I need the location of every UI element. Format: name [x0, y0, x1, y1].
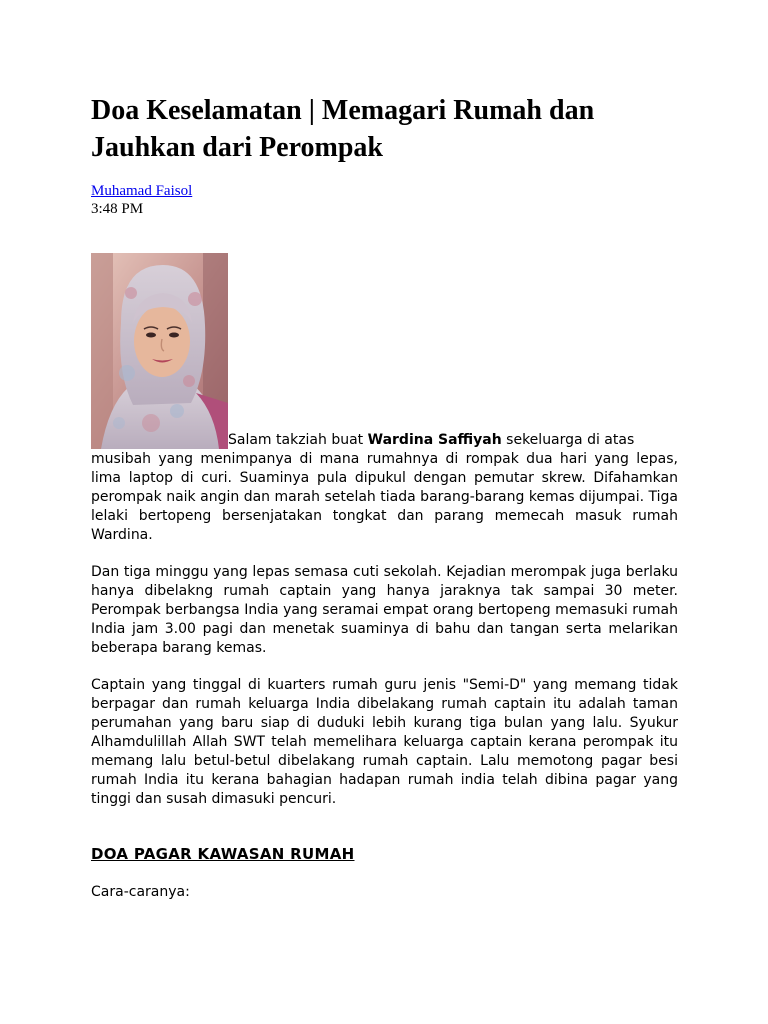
paragraph-1-bold-name: Wardina Saffiyah — [367, 432, 502, 448]
post-time: 3:48 PM — [91, 201, 144, 217]
paragraph-1-first-line — [228, 431, 678, 450]
portrait-illustration — [91, 253, 228, 449]
paragraph-2: Dan tiga minggu yang lepas semasa cuti sekolah. Kejadian merompak juga berlaku hanya dibelakng rumah captain yang hanya jaraknya tak sampai 30 meter. Perompak berbangsa India yang seramai empat orang bertopeng memasuki rumah India jam 3.00 pagi dan menetak suaminya di bahu dan tangan serta melarikan beberapa barang kemas. — [91, 564, 678, 656]
paragraph-3: Captain yang tinggal di kuarters rumah guru jenis "Semi-D" yang memang tidak berpagar dan rumah keluarga India dibelakang rumah captain itu adalah taman perumahan yang baru siap di duduki lebih kurang tiga bulan yang lalu. Syukur Alhamdulillah Allah SWT telah memelihara keluarga captain kerana perompak itu memang lalu betul-betul dibelakang rumah captain. Lalu memotong pagar besi rumah India itu kerana bahagian hadapan rumah india telah dibina pagar yang tinggi dan susah dimasuki pencuri. — [91, 677, 678, 807]
paragraph-1-lead: Salam takziah buat — [228, 432, 368, 448]
article-title: Doa Keselamatan | Memagari Rumah dan Jauhkan dari Perompak — [91, 95, 595, 163]
paragraph-4: Cara-caranya: — [91, 884, 190, 900]
article-photo — [91, 253, 228, 449]
section-heading: DOA PAGAR KAWASAN RUMAH — [91, 845, 355, 863]
paragraph-1-after: sekeluarga di atas — [501, 432, 635, 448]
author-link[interactable]: Muhamad Faisol — [91, 183, 193, 199]
paragraph-1-rest: musibah yang menimpanya di mana rumahnya di rompak dua hari yang lepas, lima laptop di curi. Suaminya pula dipukul dengan pemutar skrew. Difahamkan perompak naik angin dan marah setelah tiada barang-barang kemas dijumpai. Tiga lelaki bertopeng bersenjatakan tongkat dan parang memecah masuk rumah Wardina. — [91, 451, 678, 543]
